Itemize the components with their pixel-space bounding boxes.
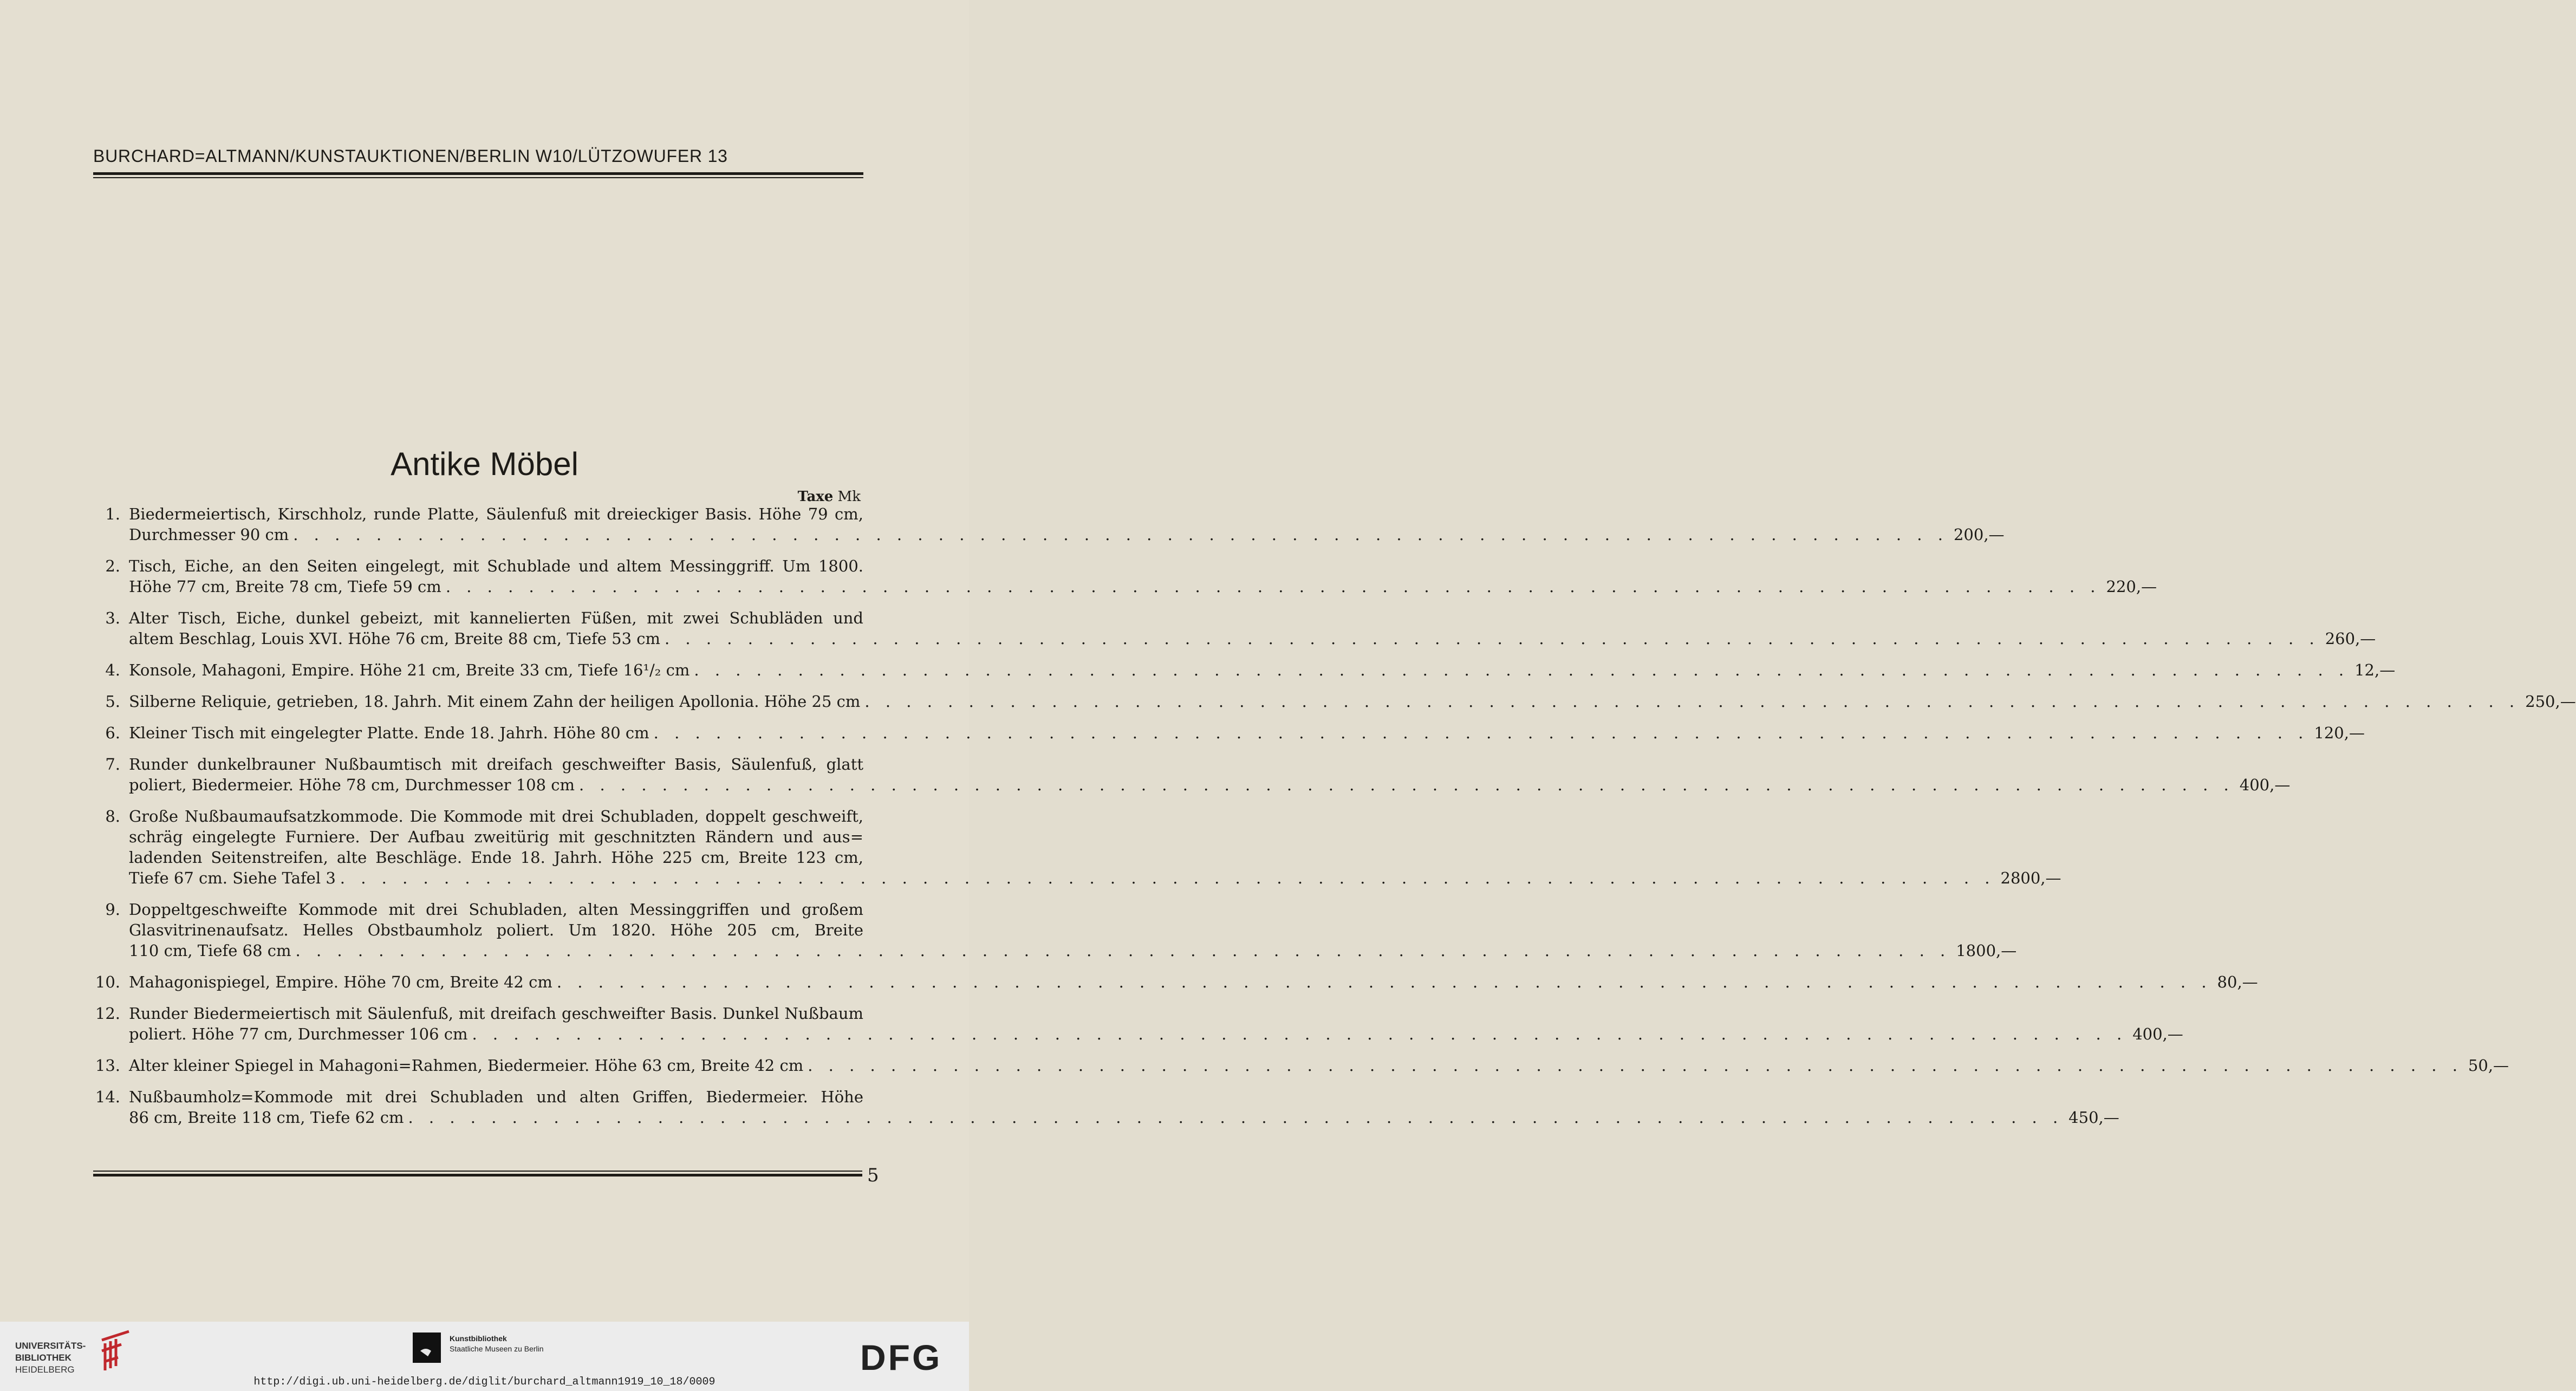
entry-number: 5.: [105, 692, 120, 711]
entry-line: Alter kleiner Spiegel in Mahagoni=Rahmen, Biedermeier. Höhe 63 cm, Breite 42 cm: [129, 1056, 804, 1075]
entry-description: [129, 691, 2576, 712]
catalogue-entry: [93, 608, 2376, 649]
entry-number: 9.: [105, 900, 120, 919]
dot-leader: . . . . . . . . . . . . . . . . . . . . . . . . . . . . . . . . . . . . . . . . . . . . . . . . . . . . . . . . . . . . . . . . . . . . . . . . . . . . . . . .: [653, 724, 2309, 742]
entry-last-line: [129, 940, 2017, 961]
entry-line: poliert. Höhe 77 cm, Durchmesser 106 cm: [129, 1025, 468, 1043]
entry-price: 400,—: [2239, 776, 2291, 794]
entry-line: Tiefe 67 cm. Siehe Tafel 3: [129, 869, 336, 887]
entry-last-line: [129, 660, 2396, 680]
entry-description: [129, 504, 2005, 545]
dot-leader: . . . . . . . . . . . . . . . . . . . . . . . . . . . . . . . . . . . . . . . . . . . . . . . . . . . . . . . . . . . . . . . . . . . . . . . . . . . . . . . .: [293, 525, 1948, 544]
dot-leader: . . . . . . . . . . . . . . . . . . . . . . . . . . . . . . . . . . . . . . . . . . . . . . . . . . . . . . . . . . . . . . . . . . . . . . . . . . . . . . . .: [472, 1025, 2128, 1043]
taxe-label: [798, 489, 861, 505]
dot-leader: . . . . . . . . . . . . . . . . . . . . . . . . . . . . . . . . . . . . . . . . . . . . . . . . . . . . . . . . . . . . . . . . . . . . . . . . . . . . . . . .: [864, 692, 2520, 711]
catalogue-entry: [93, 556, 2157, 597]
entry-line: Nußbaumholz=Kommode mit drei Schubladen und alten Griffen, Biedermeier. Höhe: [129, 1088, 863, 1106]
entry-last-line: [129, 691, 2576, 712]
entry-line: Große Nußbaumaufsatzkommode. Die Kommode mit drei Schubladen, doppelt geschweift,: [129, 807, 863, 826]
entry-description: [129, 754, 2291, 795]
entry-last-line: [129, 1055, 2509, 1076]
uni-line-1: UNIVERSITÄTS-: [15, 1341, 86, 1351]
entry-description: [129, 1055, 2509, 1076]
permalink-url[interactable]: http://digi.ub.uni-heidelberg.de/diglit/burchard_altmann1919_10_18/0009: [253, 1376, 715, 1388]
entry-line: Mahagonispiegel, Empire. Höhe 70 cm, Breite 42 cm: [129, 973, 552, 991]
entry-number: 3.: [105, 609, 120, 627]
entry-line: poliert, Biedermeier. Höhe 78 cm, Durchmesser 108 cm: [129, 776, 575, 794]
entry-price: 2800,—: [2000, 869, 2061, 887]
entry-price: 400,—: [2132, 1025, 2183, 1043]
entry-price: 260,—: [2325, 629, 2376, 648]
dot-leader: . . . . . . . . . . . . . . . . . . . . . . . . . . . . . . . . . . . . . . . . . . . . . . . . . . . . . . . . . . . . . . . . . . . . . . . . . . . . . . . .: [665, 629, 2320, 648]
entry-line: 110 cm, Tiefe 68 cm: [129, 941, 291, 960]
entry-number: 7.: [105, 755, 120, 774]
entry-price: 1800,—: [1956, 941, 2017, 960]
entry-price: 12,—: [2354, 661, 2396, 679]
catalogue-entry: [93, 806, 2061, 888]
kb-line-2: Staatliche Museen zu Berlin: [450, 1344, 544, 1353]
entry-last-line: [129, 524, 2005, 545]
entry-number: 1.: [105, 505, 120, 523]
entry-description: [129, 806, 2061, 888]
entry-last-line: [129, 576, 2157, 597]
catalogue-entries: [93, 504, 2576, 1139]
footer-rule-top: [93, 1171, 862, 1172]
entry-description: [129, 1003, 2183, 1044]
dot-leader: . . . . . . . . . . . . . . . . . . . . . . . . . . . . . . . . . . . . . . . . . . . . . . . . . . . . . . . . . . . . . . . . . . . . . . . . . . . . . . . .: [808, 1056, 2463, 1075]
entry-description: [129, 608, 2376, 649]
running-header: BURCHARD=ALTMANN/KUNSTAUKTIONEN/BERLIN W10/LÜTZOWUFER 13: [93, 146, 728, 166]
dot-leader: . . . . . . . . . . . . . . . . . . . . . . . . . . . . . . . . . . . . . . . . . . . . . . . . . . . . . . . . . . . . . . . . . . . . . . . . . . . . . . . .: [445, 577, 2101, 596]
entry-last-line: [129, 723, 2365, 743]
entry-price: 200,—: [1953, 525, 2005, 544]
entry-price: 120,—: [2314, 724, 2365, 742]
catalogue-entry: [93, 723, 2365, 743]
kb-line-1: Kunstbibliothek: [450, 1334, 507, 1343]
taxe-unit: Mk: [837, 489, 861, 505]
digitization-footer: [0, 1322, 969, 1391]
header-rule: [93, 172, 863, 175]
entry-line: Runder Biedermeiertisch mit Säulenfuß, mit dreifach geschweifter Basis. Dunkel Nußbaum: [129, 1004, 863, 1023]
entry-description: [129, 972, 2258, 992]
entry-last-line: [129, 1107, 2119, 1128]
entry-description: [129, 660, 2396, 680]
entry-number: 13.: [95, 1056, 120, 1075]
catalogue-entry: [93, 1003, 2183, 1044]
taxe-word: Taxe: [797, 489, 834, 505]
dot-leader: . . . . . . . . . . . . . . . . . . . . . . . . . . . . . . . . . . . . . . . . . . . . . . . . . . . . . . . . . . . . . . . . . . . . . . . . . . . . . . . .: [295, 941, 1951, 960]
catalogue-entry: [93, 972, 2258, 992]
header-rule-thin: [93, 177, 863, 178]
entry-last-line: [129, 868, 2061, 888]
dot-leader: . . . . . . . . . . . . . . . . . . . . . . . . . . . . . . . . . . . . . . . . . . . . . . . . . . . . . . . . . . . . . . . . . . . . . . . . . . . . . . . .: [694, 661, 2350, 679]
entry-line: Tisch, Eiche, an den Seiten eingelegt, mit Schublade und altem Messinggriff. Um 1800.: [129, 557, 863, 575]
entry-description: [129, 556, 2157, 597]
entry-description: [129, 1087, 2119, 1128]
entry-line: Silberne Reliquie, getrieben, 18. Jahrh. Mit einem Zahn der heiligen Apollonia. Höhe 25 cm: [129, 692, 861, 711]
entry-line: Biedermeiertisch, Kirschholz, runde Platte, Säulenfuß mit dreieckiger Basis. Höhe 79 cm,: [129, 505, 863, 523]
entry-price: 250,—: [2525, 692, 2576, 711]
entry-line: Kleiner Tisch mit eingelegter Platte. Ende 18. Jahrh. Höhe 80 cm: [129, 724, 649, 742]
entry-line: Doppeltgeschweifte Kommode mit drei Schubladen, alten Messinggriffen und großem: [129, 900, 863, 919]
kunstbibliothek-logo-icon: [413, 1332, 441, 1363]
catalogue-entry: [93, 1055, 2509, 1076]
entry-number: 8.: [105, 807, 120, 826]
entry-number: 6.: [105, 724, 120, 742]
entry-number: 2.: [105, 557, 120, 575]
entry-line: Konsole, Mahagoni, Empire. Höhe 21 cm, Breite 33 cm, Tiefe 16¹/₂ cm: [129, 661, 690, 679]
entry-last-line: [129, 972, 2258, 992]
entry-line: Glasvitrinenaufsatz. Helles Obstbaumholz poliert. Um 1820. Höhe 205 cm, Breite: [129, 921, 863, 939]
entry-line: Höhe 77 cm, Breite 78 cm, Tiefe 59 cm: [129, 577, 441, 596]
uni-line-2: BIBLIOTHEK: [15, 1353, 71, 1363]
entry-number: 14.: [95, 1088, 120, 1106]
catalogue-entry: [93, 899, 2017, 961]
entry-number: 4.: [105, 661, 120, 679]
entry-last-line: [129, 628, 2376, 649]
uni-heidelberg-label[interactable]: [15, 1340, 86, 1376]
entry-last-line: [129, 1024, 2183, 1044]
kunstbibliothek-label[interactable]: [450, 1334, 544, 1354]
entry-line: ladenden Seitenstreifen, alte Beschläge. Ende 18. Jahrh. Höhe 225 cm, Breite 123 cm,: [129, 848, 863, 867]
entry-last-line: [129, 775, 2291, 795]
entry-line: schräg eingelegte Furniere. Der Aufbau zweitürig mit geschnitzten Rändern und aus=: [129, 828, 863, 846]
section-title: Antike Möbel: [391, 446, 578, 482]
page-number: 5: [867, 1165, 879, 1186]
dfg-logo[interactable]: DFG: [860, 1337, 942, 1377]
entry-line: Alter Tisch, Eiche, dunkel gebeizt, mit kannelierten Füßen, mit zwei Schubläden und: [129, 609, 863, 627]
entry-line: Durchmesser 90 cm: [129, 525, 289, 544]
entry-description: [129, 723, 2365, 743]
entry-line: altem Beschlag, Louis XVI. Höhe 76 cm, Breite 88 cm, Tiefe 53 cm: [129, 629, 660, 648]
entry-price: 220,—: [2106, 577, 2157, 596]
catalogue-entry: [93, 691, 2576, 712]
catalogue-entry: [93, 660, 2396, 680]
entry-price: 450,—: [2068, 1108, 2119, 1127]
entry-line: Runder dunkelbrauner Nußbaumtisch mit dreifach geschweifter Basis, Säulenfuß, glatt: [129, 755, 863, 774]
dot-leader: . . . . . . . . . . . . . . . . . . . . . . . . . . . . . . . . . . . . . . . . . . . . . . . . . . . . . . . . . . . . . . . . . . . . . . . . . . . . . . . .: [340, 869, 1995, 887]
dot-leader: . . . . . . . . . . . . . . . . . . . . . . . . . . . . . . . . . . . . . . . . . . . . . . . . . . . . . . . . . . . . . . . . . . . . . . . . . . . . . . . .: [556, 973, 2212, 991]
footer-rule: [93, 1174, 862, 1176]
entry-description: [129, 899, 2017, 961]
catalogue-entry: [93, 504, 2005, 545]
entry-price: 50,—: [2468, 1056, 2509, 1075]
entry-number: 10.: [95, 973, 120, 991]
catalogue-entry: [93, 754, 2291, 795]
entry-number: 12.: [95, 1004, 120, 1023]
catalogue-entry: [93, 1087, 2119, 1128]
entry-price: 80,—: [2217, 973, 2258, 991]
dot-leader: . . . . . . . . . . . . . . . . . . . . . . . . . . . . . . . . . . . . . . . . . . . . . . . . . . . . . . . . . . . . . . . . . . . . . . . . . . . . . . . .: [579, 776, 2234, 794]
uni-heidelberg-logo-icon: [96, 1329, 134, 1373]
uni-line-3: HEIDELBERG: [15, 1364, 75, 1375]
dot-leader: . . . . . . . . . . . . . . . . . . . . . . . . . . . . . . . . . . . . . . . . . . . . . . . . . . . . . . . . . . . . . . . . . . . . . . . . . . . . . . . .: [408, 1108, 2064, 1127]
entry-line: 86 cm, Breite 118 cm, Tiefe 62 cm: [129, 1108, 404, 1127]
